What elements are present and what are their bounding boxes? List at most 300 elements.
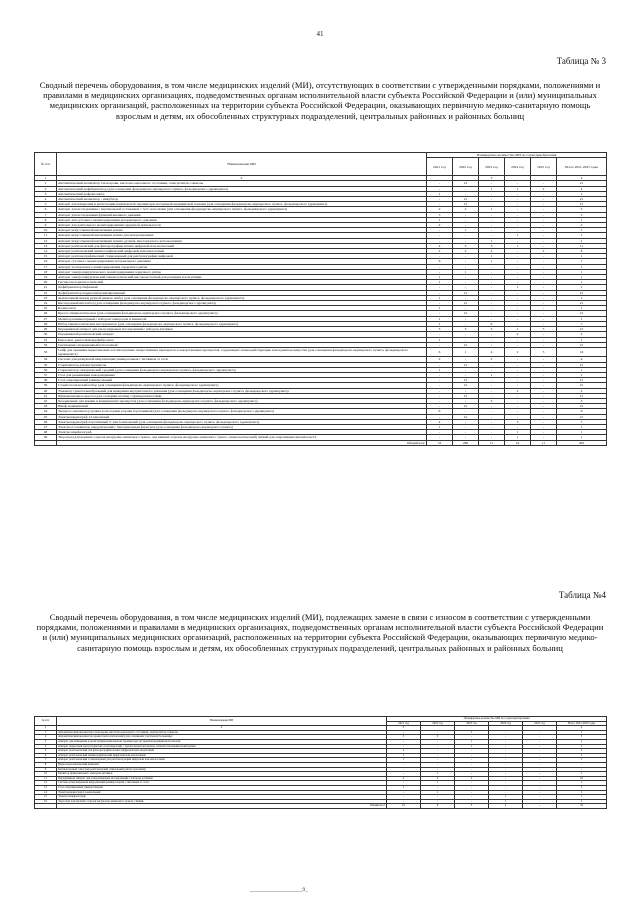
item-name: Автоматический рефрактометр xyxy=(57,191,427,196)
row-number: 8 xyxy=(35,217,57,222)
header-number-cell: 2 xyxy=(57,176,427,181)
row-number: 5 xyxy=(35,202,57,207)
qty-cell: - xyxy=(531,259,557,264)
item-name: Аппарат для исследования функций внешнего дыхания xyxy=(57,212,427,217)
qty-cell: 21 xyxy=(557,362,607,367)
qty-cell: - xyxy=(557,767,607,772)
qty-cell: - xyxy=(455,767,489,772)
item-name: Стоматологический набор (для оснащения фельдшерско-акушерского пункта, фельдшерского здравпункта) xyxy=(57,383,427,388)
qty-cell: - xyxy=(505,228,531,233)
qty-cell: - xyxy=(523,776,557,781)
row-number: 35 xyxy=(35,362,57,367)
table3-caption: Сводный перечень оборудования, в том числе медицинских изделий (МИ), отсутствующих в соответствии с утвержденными порядками, положениями и правилами в медицинских организациях, подведомственных органам исполнительной власти субъекта Российской Федерации и (или) муниципальных медицинских организаций, расположенных на территории субъекта Российской Федерации, оказывающих первичную медико-санитарную помощь взрослым и детям, их обособленных структурных подразделений, центральных районных и районных больниц xyxy=(39,80,601,121)
qty-cell: 1 xyxy=(557,269,607,274)
qty-cell: 1 xyxy=(387,785,421,790)
qty-cell: - xyxy=(531,419,557,424)
qty-cell: - xyxy=(523,758,557,763)
item-name: Монитор компьютерный с набором электродов и манжетой xyxy=(57,316,427,321)
total-cell: 53 xyxy=(427,440,453,445)
item-name: Аппарат для исследования с вертикальной установкой с тест-полосками (для оснащения фельдшерско-акушерского пункта, фельдшерского здравпункта) xyxy=(57,207,427,212)
row-number: 2 xyxy=(35,735,57,740)
item-name: Аппарат искусственной вентиляции легких, ручной, многоразового использования xyxy=(57,238,427,243)
qty-cell: 1 xyxy=(427,295,453,300)
row-number: 26 xyxy=(35,311,57,316)
table3-label: Таблица № 3 xyxy=(556,56,606,66)
qty-cell: - xyxy=(489,735,523,740)
item-name: Функциональное кресло (для отоларингологии) с принадлежностями xyxy=(57,393,427,398)
qty-cell: 1 xyxy=(505,243,531,248)
qty-cell: 1 xyxy=(505,435,531,440)
qty-cell: - xyxy=(427,233,453,238)
qty-cell: - xyxy=(387,744,421,749)
qty-cell: - xyxy=(479,337,505,342)
qty-cell: 2 xyxy=(505,332,531,337)
header-number-cell: 4 xyxy=(557,176,607,181)
qty-cell: - xyxy=(453,430,479,435)
qty-cell: - xyxy=(531,409,557,414)
qty-cell: 21 xyxy=(453,290,479,295)
qty-cell: - xyxy=(531,372,557,377)
header-number-cell: 1 xyxy=(35,726,57,731)
qty-cell: - xyxy=(479,332,505,337)
qty-cell: 1 xyxy=(557,753,607,758)
qty-cell: 21 xyxy=(557,301,607,306)
qty-cell: 1 xyxy=(557,758,607,763)
item-name: Стол операционный универсальный xyxy=(57,785,387,790)
total-cell: - xyxy=(523,804,557,809)
item-name: Аппарат искусственной вентиляции легких xyxy=(57,228,427,233)
qty-cell: - xyxy=(453,424,479,429)
item-name: Аппарат для измерения и регистрации комплексной терапии при экстренной медицинской помощи (для оснащения фельдшерско-акушерского пункта, фельдшерского здравпункта) xyxy=(57,202,427,207)
qty-cell: - xyxy=(489,781,523,786)
qty-cell: - xyxy=(453,223,479,228)
qty-cell: - xyxy=(479,197,505,202)
col-group-header: Планируемое количество МИ по годам приобретения xyxy=(387,717,607,722)
row-number: 31 xyxy=(35,337,57,342)
qty-cell: 5 xyxy=(557,212,607,217)
qty-cell: - xyxy=(505,301,531,306)
qty-cell: - xyxy=(479,269,505,274)
item-name: Видеоэндоскопический комплекс xyxy=(57,762,387,767)
row-number: 7 xyxy=(35,758,57,763)
item-name: Холодильник для вакцин и медицинских препаратов (для оснащения фельдшерско-акушерского пункта, фельдшерского здравпункта) xyxy=(57,398,427,403)
qty-cell: - xyxy=(505,254,531,259)
qty-cell: - xyxy=(505,398,531,403)
table-row xyxy=(35,347,607,356)
qty-cell: - xyxy=(531,388,557,393)
qty-cell: - xyxy=(531,430,557,435)
qty-cell: 1 xyxy=(557,238,607,243)
qty-cell: - xyxy=(453,191,479,196)
qty-cell: 1 xyxy=(557,744,607,749)
row-number: 21 xyxy=(35,285,57,290)
qty-cell: 6 xyxy=(427,347,453,356)
total-cell: 11 xyxy=(479,440,505,445)
qty-cell: - xyxy=(453,285,479,290)
signature-line: _____________________9_ xyxy=(250,888,308,893)
qty-cell: 2 xyxy=(531,249,557,254)
qty-cell: - xyxy=(531,285,557,290)
qty-cell: - xyxy=(455,749,489,754)
qty-cell: - xyxy=(505,249,531,254)
header-number-cell: 4 xyxy=(557,726,607,731)
qty-cell: 3 xyxy=(453,243,479,248)
qty-cell: 4 xyxy=(557,357,607,362)
qty-cell: 2 xyxy=(421,735,455,740)
qty-cell: - xyxy=(531,212,557,217)
qty-cell: - xyxy=(505,306,531,311)
qty-cell: 1 xyxy=(557,280,607,285)
table4-caption: Сводный перечень оборудования, в том числе медицинских изделий (МИ), подлежащих замене в связи с износом в соответствии с утвержденными порядками, положениями и правилами в медицинских организациях, подведомственных органам исполнительной власти субъекта Российской Федерации и (или) муниципальных медицинских организаций, расположенных на территории субъекта Российской Федерации, оказывающих первичную медико-санитарную помощь взрослым и детям, их обособленных структурных подразделений, центральных районных и районных больниц xyxy=(36,612,604,653)
qty-cell: - xyxy=(531,321,557,326)
qty-cell: 1 xyxy=(453,347,479,356)
item-name: Аппарат для измерения и регистрации комплексной терапии при экстренной медицинской помощи xyxy=(57,739,387,744)
row-number: 41 xyxy=(35,393,57,398)
item-name: Ректоскоп, ректосигмоидофиброскоп xyxy=(57,337,427,342)
qty-cell: - xyxy=(505,295,531,300)
row-number: 12 xyxy=(35,781,57,786)
row-number: 12 xyxy=(35,238,57,243)
qty-cell: - xyxy=(505,337,531,342)
qty-cell: 16 xyxy=(557,347,607,356)
item-name: Дыхательный мешок ручной (мешок Амбу) (для оснащения фельдшерско-акушерского пункта, фельдшерского здравпункта) xyxy=(57,295,427,300)
qty-cell: 3 xyxy=(557,398,607,403)
qty-cell: 1 xyxy=(557,295,607,300)
qty-cell: 11 xyxy=(557,243,607,248)
row-number: 15 xyxy=(35,795,57,800)
item-name: Стол операционный универсальный xyxy=(57,378,427,383)
col-total-header: Всего 2021-2025 годы xyxy=(557,158,607,176)
qty-cell: - xyxy=(453,398,479,403)
qty-cell: - xyxy=(427,181,453,186)
qty-cell: - xyxy=(421,758,455,763)
qty-cell: 1 xyxy=(557,785,607,790)
item-name: Аппарат рентгеновский для флюорографии легких цифровой или аналоговый xyxy=(57,243,427,248)
total-cell: 9 xyxy=(421,804,455,809)
item-name: Автоматический анализатор крови гематологический (для оснащения участковой больницы) xyxy=(57,735,387,740)
qty-cell: 1 xyxy=(557,790,607,795)
qty-cell: 1 xyxy=(427,367,453,372)
qty-cell: - xyxy=(531,306,557,311)
qty-cell: - xyxy=(453,409,479,414)
qty-cell: 2 xyxy=(453,207,479,212)
col-num-header: № п/п xyxy=(35,717,57,726)
qty-cell: - xyxy=(505,357,531,362)
qty-cell: 6 xyxy=(557,409,607,414)
qty-cell: 2 xyxy=(427,207,453,212)
qty-cell: - xyxy=(479,191,505,196)
row-number: 38 xyxy=(35,378,57,383)
item-name: Передвижной рентгеновский аппарат xyxy=(57,332,427,337)
qty-cell: - xyxy=(531,337,557,342)
qty-cell: - xyxy=(427,430,453,435)
qty-cell: - xyxy=(489,730,523,735)
row-number: 39 xyxy=(35,383,57,388)
qty-cell: 21 xyxy=(453,202,479,207)
qty-cell: - xyxy=(505,378,531,383)
total-cell: 286 xyxy=(453,440,479,445)
qty-cell: - xyxy=(505,275,531,280)
qty-cell: - xyxy=(455,735,489,740)
row-number: 1 xyxy=(35,730,57,735)
item-name: Шкаф медицинский xyxy=(57,404,427,409)
row-number: 45 xyxy=(35,414,57,419)
qty-cell: - xyxy=(479,435,505,440)
qty-cell: - xyxy=(427,269,453,274)
qty-cell: - xyxy=(479,181,505,186)
qty-cell: - xyxy=(455,790,489,795)
qty-cell: - xyxy=(387,781,421,786)
qty-cell: - xyxy=(421,744,455,749)
qty-cell: - xyxy=(453,238,479,243)
item-name: Аппарат искусственной вентиляции легких для новорожденных xyxy=(57,233,427,238)
qty-cell: - xyxy=(479,367,505,372)
qty-cell: 1 xyxy=(557,424,607,429)
qty-cell: 2 xyxy=(455,776,489,781)
qty-cell: 1 xyxy=(479,372,505,377)
qty-cell: - xyxy=(453,435,479,440)
qty-cell: 5 xyxy=(427,212,453,217)
qty-cell: - xyxy=(427,301,453,306)
qty-cell: - xyxy=(489,753,523,758)
qty-cell: - xyxy=(479,285,505,290)
col-name-header: Наименование МИ xyxy=(57,153,427,176)
row-number: 18 xyxy=(35,269,57,274)
qty-cell: - xyxy=(479,280,505,285)
qty-cell: - xyxy=(531,332,557,337)
col-year-header: 2024 год xyxy=(489,721,523,726)
item-name: Тонометр транспальпебральный для измерения внутриглазного давления (для оснащения фельдшерско-акушерского пункта, фельдшерского здравпункта) xyxy=(57,388,427,393)
item-name: Компьютерный томограф рентгеновский спиральный (многосрезовый) xyxy=(57,767,387,772)
qty-cell: - xyxy=(479,212,505,217)
row-number: 19 xyxy=(35,275,57,280)
qty-cell: - xyxy=(427,393,453,398)
qty-cell: - xyxy=(453,367,479,372)
qty-cell: 2 xyxy=(505,388,531,393)
col-year-header: 2021 год xyxy=(387,721,421,726)
qty-cell: - xyxy=(523,744,557,749)
qty-cell: - xyxy=(531,238,557,243)
qty-cell: 21 xyxy=(453,362,479,367)
item-name: Сейф для хранения наркотических и психотропных лекарственных препаратов и лекарственных препаратов, содержащих сильнодействующие или ядовитые вещества (для оснащения фельдшерско-акушерского пункта, фельдшерского здравпункта) xyxy=(57,347,427,356)
qty-cell: - xyxy=(523,790,557,795)
qty-cell: 2 xyxy=(557,388,607,393)
item-name: Аппарат электрохирургический гинекологический высокочастотный для резекции и коагуляции xyxy=(57,275,427,280)
qty-cell: - xyxy=(479,311,505,316)
row-number: 9 xyxy=(35,767,57,772)
qty-cell: - xyxy=(453,321,479,326)
qty-cell: - xyxy=(505,311,531,316)
qty-cell: - xyxy=(453,357,479,362)
qty-cell: - xyxy=(479,290,505,295)
item-name: Передвижной аппарат для ультразвуковых исследований с набором датчиков xyxy=(57,327,427,332)
qty-cell: 6 xyxy=(479,321,505,326)
qty-cell: 1 xyxy=(479,254,505,259)
qty-cell: - xyxy=(455,781,489,786)
qty-cell: 21 xyxy=(557,414,607,419)
qty-cell: - xyxy=(505,383,531,388)
qty-cell: - xyxy=(523,730,557,735)
qty-cell: - xyxy=(479,301,505,306)
qty-cell: - xyxy=(505,424,531,429)
row-number: 44 xyxy=(35,409,57,414)
qty-cell: 1 xyxy=(557,228,607,233)
qty-cell: - xyxy=(531,301,557,306)
table3 xyxy=(34,152,607,446)
qty-cell: 21 xyxy=(453,404,479,409)
qty-cell: - xyxy=(427,228,453,233)
qty-cell: - xyxy=(427,290,453,295)
qty-cell: 2 xyxy=(557,749,607,754)
qty-cell: 1 xyxy=(557,337,607,342)
qty-cell: 21 xyxy=(557,311,607,316)
qty-cell: - xyxy=(505,409,531,414)
qty-cell: - xyxy=(455,758,489,763)
qty-cell: 1 xyxy=(453,228,479,233)
qty-cell: - xyxy=(427,197,453,202)
qty-cell: - xyxy=(505,269,531,274)
qty-cell: 1 xyxy=(387,753,421,758)
qty-cell: 2 xyxy=(531,186,557,191)
qty-cell: - xyxy=(453,280,479,285)
qty-cell: - xyxy=(427,202,453,207)
qty-cell: - xyxy=(505,372,531,377)
total-cell: 11 xyxy=(531,440,557,445)
total-cell: 16 xyxy=(387,804,421,809)
item-name: Экспресс-анализатор уровня холестерина в крови портативный (для оснащения фельдшерско-акушерского пункта, фельдшерского здравпункта) xyxy=(57,409,427,414)
qty-cell: - xyxy=(479,424,505,429)
qty-cell: 1 xyxy=(421,790,455,795)
qty-cell: 1 xyxy=(557,730,607,735)
qty-cell: 3 xyxy=(427,327,453,332)
qty-cell: 4 xyxy=(387,776,421,781)
qty-cell: 1 xyxy=(387,758,421,763)
item-name: Электроэнцефалограф xyxy=(57,430,427,435)
qty-cell: - xyxy=(523,753,557,758)
qty-cell: 5 xyxy=(531,327,557,332)
qty-cell: - xyxy=(427,383,453,388)
qty-cell: - xyxy=(489,772,523,777)
qty-cell: - xyxy=(421,799,455,804)
row-number: 6 xyxy=(35,207,57,212)
row-number: 14 xyxy=(35,790,57,795)
qty-cell: - xyxy=(523,739,557,744)
qty-cell: - xyxy=(489,790,523,795)
qty-cell: 1 xyxy=(479,207,505,212)
qty-cell: - xyxy=(531,393,557,398)
qty-cell: - xyxy=(531,275,557,280)
row-number: 27 xyxy=(35,316,57,321)
qty-cell: - xyxy=(479,275,505,280)
item-name: Электрокардиограф 12-канальный xyxy=(57,414,427,419)
qty-cell: 21 xyxy=(453,301,479,306)
row-number: 29 xyxy=(35,327,57,332)
qty-cell: - xyxy=(479,306,505,311)
qty-cell: 21 xyxy=(453,378,479,383)
row-number: 1 xyxy=(35,181,57,186)
qty-cell: 1 xyxy=(557,367,607,372)
qty-cell: - xyxy=(489,785,523,790)
qty-cell: - xyxy=(453,233,479,238)
total-cell: 2 xyxy=(489,804,523,809)
item-name: Аппарат рентгеновский маммографический цифровой или аналоговый xyxy=(57,753,387,758)
qty-cell: - xyxy=(453,332,479,337)
qty-cell: 1 xyxy=(557,275,607,280)
qty-cell: - xyxy=(453,419,479,424)
item-name: Кольпоскоп xyxy=(57,306,427,311)
qty-cell: - xyxy=(387,795,421,800)
qty-cell: - xyxy=(505,342,531,347)
qty-cell: 1 xyxy=(455,730,489,735)
item-name: Аппарат электрохирургического мониторирования сердечного ритма xyxy=(57,269,427,274)
qty-cell: - xyxy=(531,367,557,372)
row-number: 11 xyxy=(35,233,57,238)
qty-cell: 1 xyxy=(557,799,607,804)
item-name: Автоматический анализатор газов крови, кислотно-щелочного состояния, электролитов, глюкозы xyxy=(57,181,427,186)
qty-cell: 1 xyxy=(427,316,453,321)
qty-cell: - xyxy=(427,414,453,419)
qty-cell: 1 xyxy=(421,772,455,777)
qty-cell: 1 xyxy=(505,430,531,435)
row-number: 48 xyxy=(35,430,57,435)
item-name: Аппарат для суточного мониторирования артериального давления xyxy=(57,217,427,222)
table4 xyxy=(34,716,607,809)
qty-cell: 1 xyxy=(427,275,453,280)
qty-cell: - xyxy=(505,414,531,419)
qty-cell: - xyxy=(531,414,557,419)
col-year-header: 2024 год xyxy=(505,158,531,176)
qty-cell: 21 xyxy=(557,342,607,347)
qty-cell: - xyxy=(505,367,531,372)
qty-cell: 21 xyxy=(453,197,479,202)
qty-cell: 21 xyxy=(557,197,607,202)
qty-cell: - xyxy=(523,767,557,772)
qty-cell: - xyxy=(531,207,557,212)
qty-cell: 1 xyxy=(455,744,489,749)
qty-cell: - xyxy=(427,378,453,383)
col-year-header: 2021 год xyxy=(427,158,453,176)
qty-cell: 1 xyxy=(557,430,607,435)
qty-cell: 15 xyxy=(557,327,607,332)
qty-cell: 1 xyxy=(557,254,607,259)
item-name: Дефибриллятор бифазный xyxy=(57,285,427,290)
qty-cell: - xyxy=(455,799,489,804)
qty-cell: - xyxy=(387,799,421,804)
row-number: 14 xyxy=(35,249,57,254)
qty-cell: 21 xyxy=(453,414,479,419)
qty-cell: 3 xyxy=(479,398,505,403)
qty-cell: 3 xyxy=(453,327,479,332)
qty-cell: - xyxy=(531,435,557,440)
qty-cell: - xyxy=(453,316,479,321)
qty-cell: 2 xyxy=(427,249,453,254)
qty-cell: - xyxy=(479,419,505,424)
qty-cell: 21 xyxy=(557,404,607,409)
row-number: 3 xyxy=(35,191,57,196)
qty-cell: - xyxy=(479,383,505,388)
qty-cell: - xyxy=(421,767,455,772)
qty-cell: 6 xyxy=(427,259,453,264)
qty-cell: - xyxy=(427,342,453,347)
item-name: Стерилизатор для инструментов xyxy=(57,362,427,367)
item-name: Аппарат холтеровского мониторирования сердечного ритма xyxy=(57,264,427,269)
qty-cell: - xyxy=(455,772,489,777)
qty-cell: - xyxy=(523,735,557,740)
qty-cell: 2 xyxy=(557,332,607,337)
qty-cell: - xyxy=(453,186,479,191)
row-number: 4 xyxy=(35,744,57,749)
qty-cell: 4 xyxy=(427,419,453,424)
